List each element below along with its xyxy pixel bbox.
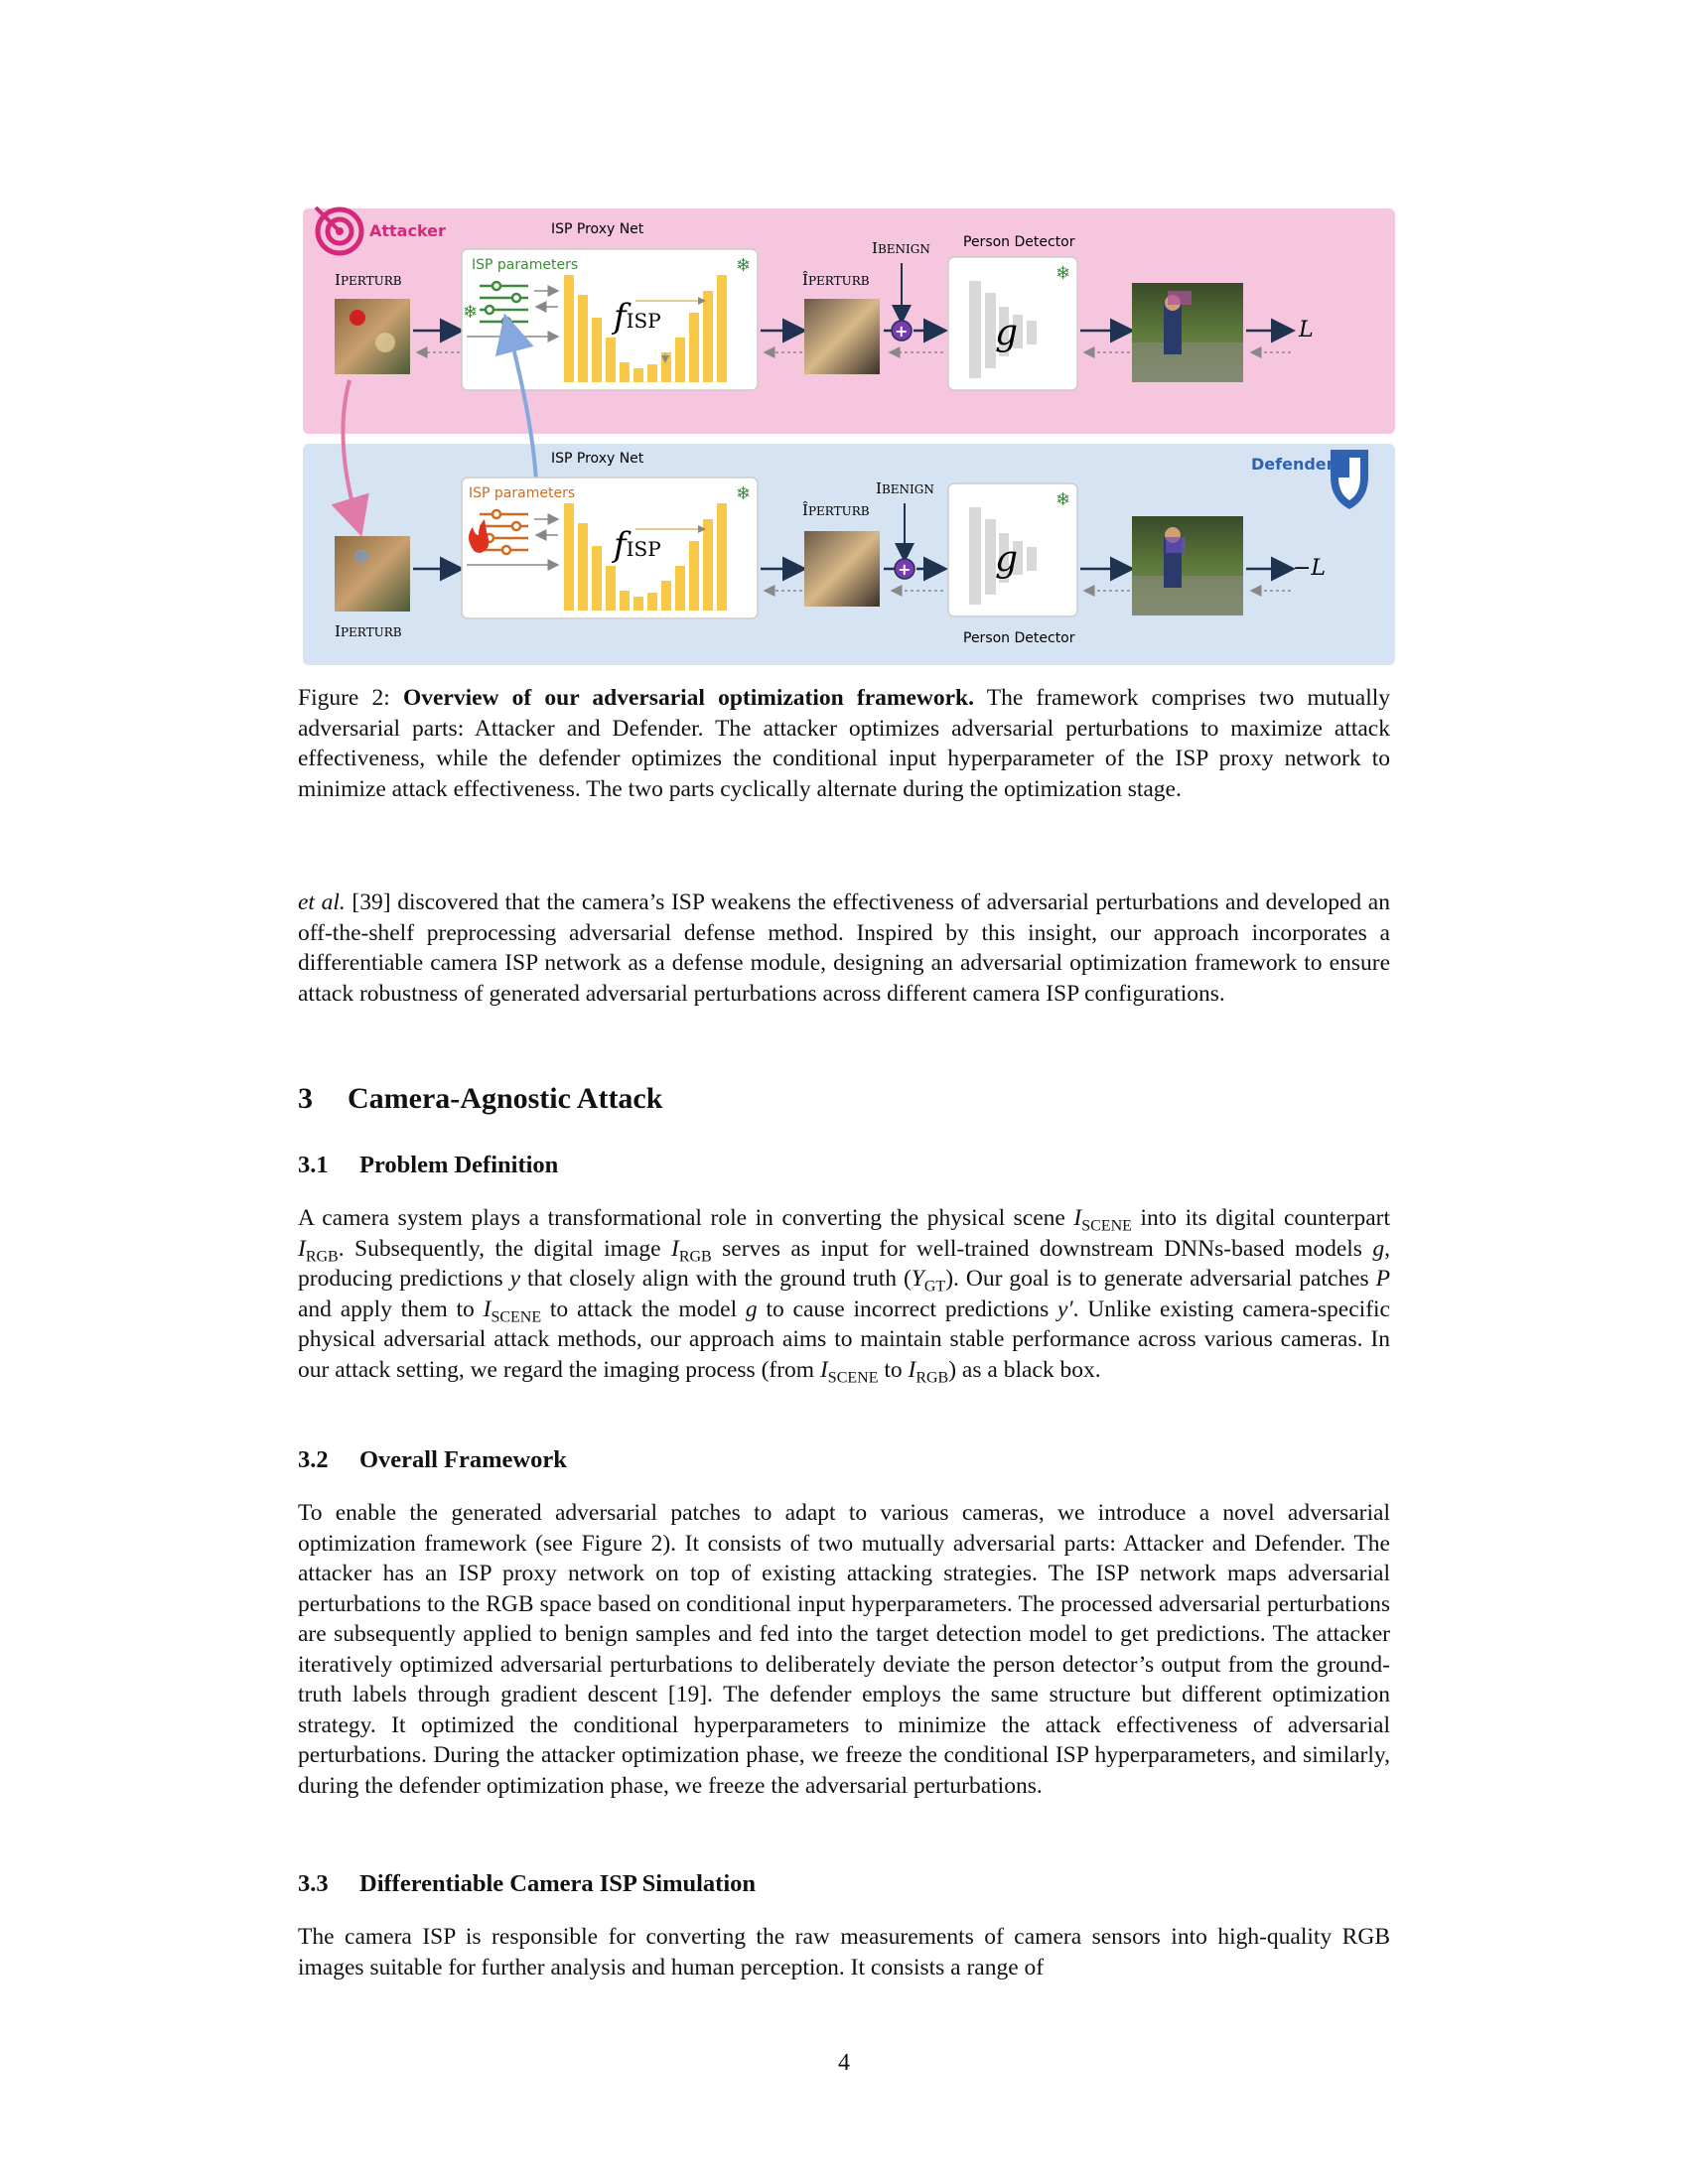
svg-text:+: + bbox=[898, 560, 912, 579]
section-heading: 3 Camera-Agnostic Attack bbox=[298, 1082, 663, 1115]
defender-label: Defender bbox=[1251, 455, 1335, 474]
person-detector-top-label: Person Detector bbox=[963, 234, 1075, 250]
caption-label: Figure 2: bbox=[298, 685, 390, 711]
i-perturb-top-label: IPERTURB bbox=[335, 271, 402, 289]
g-top: g bbox=[995, 313, 1019, 353]
snowflake-icon: ❄ bbox=[463, 302, 479, 323]
figure-2 bbox=[298, 204, 1400, 670]
snowflake-icon: ❄ bbox=[1055, 263, 1071, 284]
page-number: 4 bbox=[838, 2050, 850, 2076]
svg-text:+: + bbox=[895, 322, 909, 341]
problem-definition-paragraph: A camera system plays a transformational role in converting the physical scene $I_{SCENE}$ into its digital counterpart $I_{RGB}$. Subsequently, the digital image $I_{RGB}$ serves as input for well-trained downstream DNNs-based models g, producing predictions y that closely align with the ground truth $(Y_{GT})$. Our goal is to generate adversarial patches P and apply them to $I_{SCENE}$ to attack the model g to cause incorrect predictions y′. Unlike existing camera-specific physical adversarial attack methods, our approach aims to maintain stable performance across various cameras. In our attack setting, we regard the imaging process (from $I_{SCENE}$ to $I_{RGB}$) as a black box. bbox=[298, 1205, 1390, 1387]
isp-proxy-net-bottom-label: ISP Proxy Net bbox=[551, 451, 644, 467]
f-isp-top: fISP bbox=[614, 297, 661, 337]
snowflake-icon: ❄ bbox=[736, 255, 752, 276]
intro-paragraph bbox=[298, 887, 1390, 1009]
attacker-label: Attacker bbox=[369, 221, 446, 240]
subsection-heading-3-2: 3.2 Overall Framework bbox=[298, 1446, 567, 1473]
caption-text: The framework comprises two mutually adversarial parts: Attacker and Defender. The attacker optimizes adversarial perturbations to maximize attack effectiveness, while the defender optimizes the conditional input hyperparameter of the ISP proxy network to minimize attack effectiveness. The two parts cyclically alternate during the optimization stage. bbox=[298, 685, 1391, 802]
overall-framework-paragraph: To enable the generated adversarial patches to adapt to various cameras, we introduce a novel adversarial optimization framework (see Figure 2). It consists of two mutually adversarial parts: Attacker and Defender. The attacker has an ISP proxy network on top of existing attacking strategies. The ISP network maps adversarial perturbations to the RGB space based on conditional input hyperparameters. The processed adversarial perturbations are subsequently applied to benign samples and fed into the target detection model to get predictions. The attacker iteratively optimized adversarial perturbations to deliberately deviate the person detector’s output from the ground-truth labels through gradient descent [19]. The defender employs the same structure but different optimization strategy. It optimized the conditional hyperparameters to minimize the attack effectiveness of adversarial perturbations. During the attacker optimization phase, we freeze the conditional ISP hyperparameters, and similarly, during the defender optimization phase, we freeze the adversarial perturbations. bbox=[298, 1500, 1390, 1799]
g-bottom: g bbox=[995, 539, 1019, 580]
i-benign-top-label: IBENIGN bbox=[872, 239, 930, 257]
perturb-image-processed-top bbox=[804, 299, 880, 374]
f-isp-bottom: fISP bbox=[614, 525, 661, 565]
et-al: et al. bbox=[298, 889, 346, 915]
i-hat-perturb-bottom-label: ÎPERTURB bbox=[802, 501, 870, 519]
caption-bold: Overview of our adversarial optimization framework. bbox=[402, 685, 974, 711]
intro-text: [39] discovered that the camera’s ISP weakens the effectiveness of adversarial perturbations and developed an off-the-shelf preprocessing adversarial defense method. Inspired by this insight, our approach incorporates a differentiable camera ISP network as a defense module, designing an adversarial optimization framework to ensure attack robustness of generated adversarial perturbations across different camera ISP configurations. bbox=[298, 889, 1390, 1007]
i-perturb-bottom-label: IPERTURB bbox=[335, 622, 402, 640]
isp-proxy-net-top-label: ISP Proxy Net bbox=[551, 221, 644, 237]
snowflake-icon: ❄ bbox=[1055, 489, 1071, 510]
i-benign-bottom-label: IBENIGN bbox=[876, 479, 934, 497]
subsection-heading-3-3: 3.3 Differentiable Camera ISP Simulation bbox=[298, 1870, 757, 1897]
figure-caption bbox=[298, 683, 1390, 804]
isp-params-bottom-label: ISP parameters bbox=[469, 485, 576, 501]
isp-simulation-paragraph: The camera ISP is responsible for converting the raw measurements of camera sensors into high-quality RGB images suitable for further analysis and human perception. It consists a range of bbox=[298, 1924, 1390, 1980]
perturb-image-top bbox=[335, 299, 410, 374]
person-detector-bottom-label: Person Detector bbox=[963, 630, 1075, 646]
isp-params-top-label: ISP parameters bbox=[472, 257, 579, 273]
loss-bottom: −L bbox=[1293, 556, 1327, 581]
i-hat-perturb-top-label: ÎPERTURB bbox=[802, 271, 870, 289]
snowflake-icon: ❄ bbox=[736, 483, 752, 504]
perturb-image-bottom bbox=[335, 536, 410, 612]
subsection-heading-3-1: 3.1 Problem Definition bbox=[298, 1152, 559, 1178]
perturb-image-processed-bottom bbox=[804, 531, 880, 607]
loss-top: L bbox=[1299, 318, 1314, 342]
